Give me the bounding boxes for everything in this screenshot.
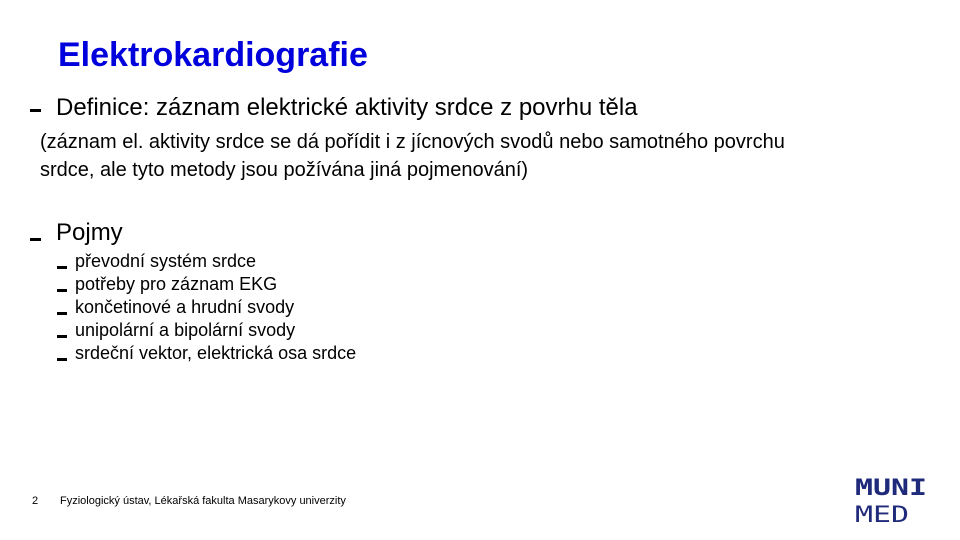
- bullet-dash-icon: [57, 289, 67, 292]
- terms-heading: Pojmy: [56, 219, 123, 246]
- slide-title: Elektrokardiografie: [58, 36, 368, 74]
- list-item: převodní systém srdce: [75, 251, 257, 271]
- bullet-dash-icon: [57, 358, 67, 361]
- muni-med-logo: [855, 474, 927, 526]
- definition-text: Definice: záznam elektrické aktivity srdce z povrhu těla: [56, 94, 638, 121]
- logo-line-2: MED: [855, 503, 909, 526]
- list-item: unipolární a bipolární svody: [75, 320, 296, 340]
- definition-note-line-2: srdce, ale tyto metody jsou požívána jiná pojmenování): [40, 159, 529, 181]
- bullet-dash-icon: [30, 238, 41, 241]
- definition-note-line-1: (záznam el. aktivity srdce se dá pořídit i z jícnových svodů nebo samotného povrchu: [40, 131, 785, 153]
- list-item: končetinové a hrudní svody: [75, 297, 295, 317]
- page-number: 2: [32, 495, 39, 507]
- list-item: potřeby pro záznam EKG: [75, 274, 278, 294]
- list-item: srdeční vektor, elektrická osa srdce: [75, 343, 357, 363]
- bullet-dash-icon: [57, 266, 67, 269]
- footer-institution: Fyziologický ústav, Lékařská fakulta Masarykovy univerzity: [60, 495, 346, 507]
- bullet-dash-icon: [30, 109, 41, 112]
- bullet-dash-icon: [57, 335, 67, 338]
- logo-line-1: MUNI: [855, 476, 927, 501]
- bullet-dash-icon: [57, 312, 67, 315]
- definition-note: [40, 128, 785, 184]
